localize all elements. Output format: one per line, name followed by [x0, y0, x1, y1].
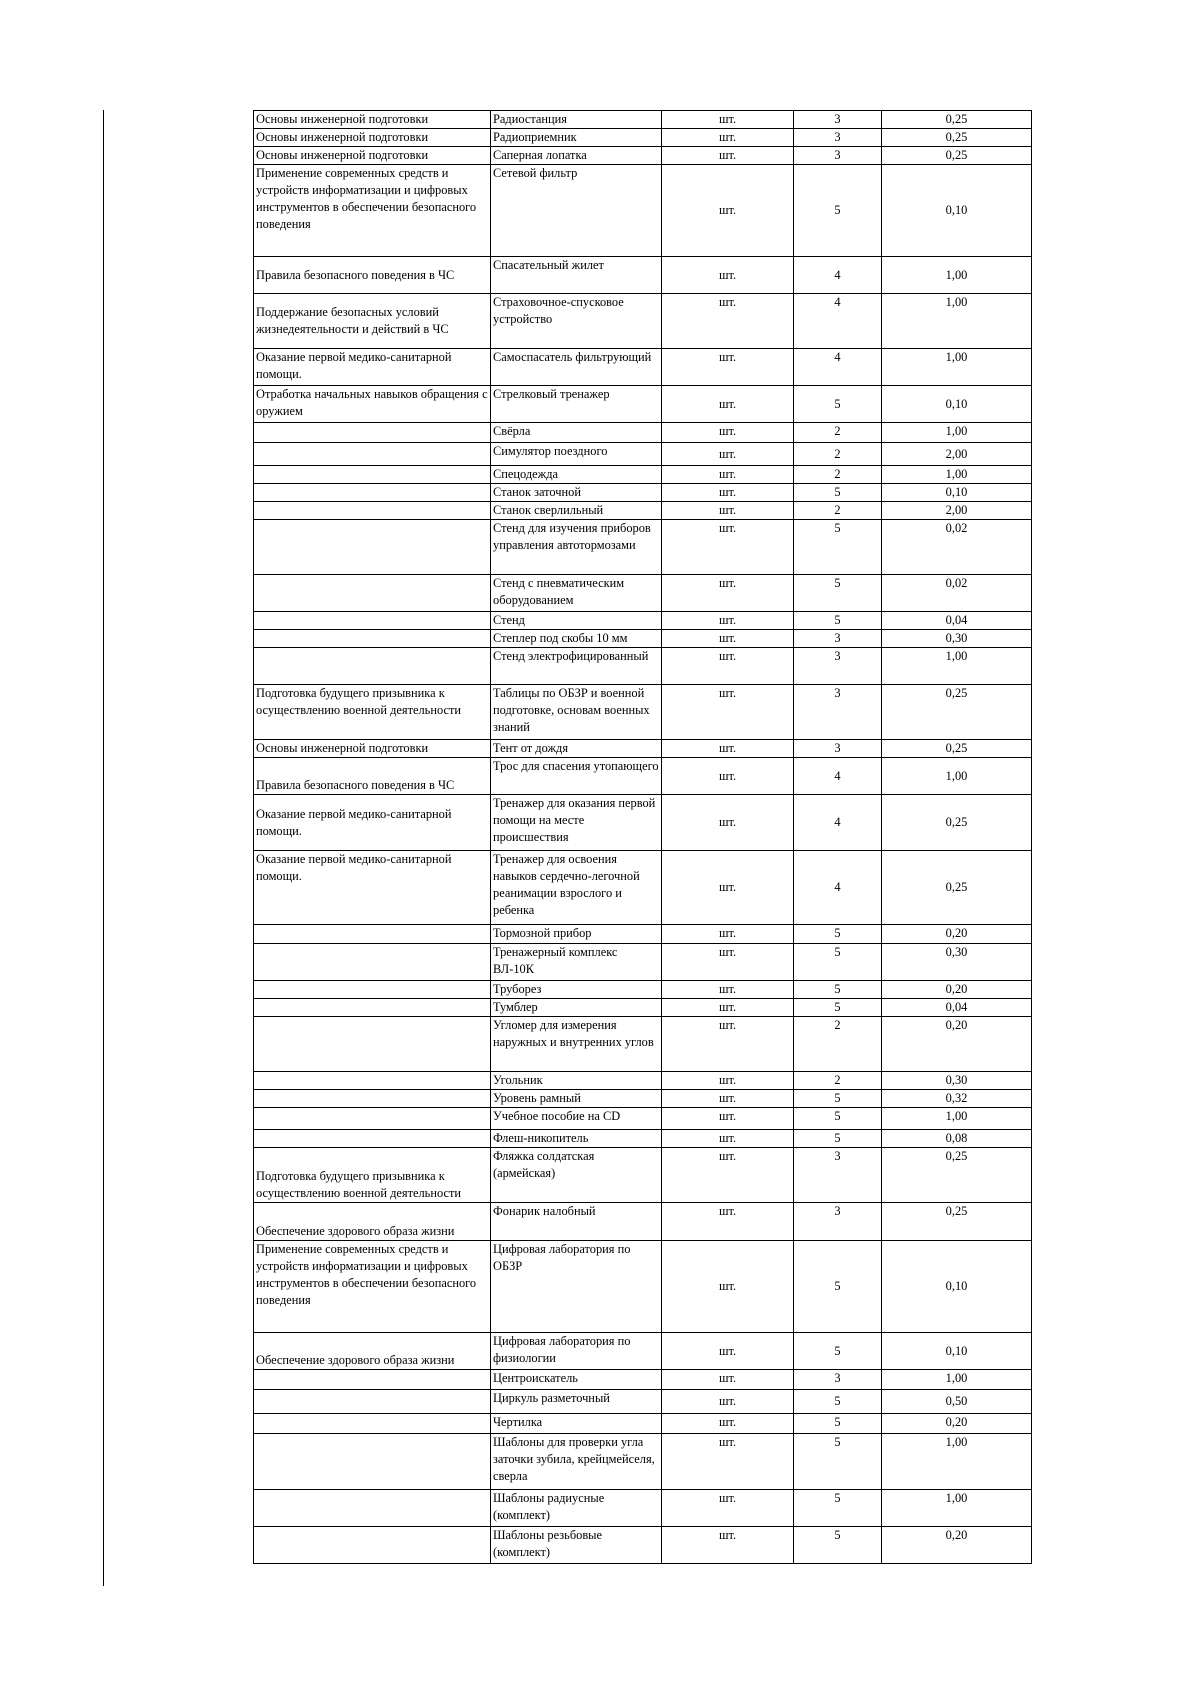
section-cell: Правила безопасного поведения в ЧС: [254, 758, 491, 795]
item-name-cell: Степлер под скобы 10 мм: [491, 630, 662, 648]
unit-cell: шт.: [662, 1370, 794, 1390]
item-name-cell: Трос для спасения утопающего: [491, 758, 662, 795]
left-margin-line: [103, 110, 104, 1586]
coefficient-cell: 0,25: [882, 111, 1032, 129]
table-row: [254, 648, 1032, 685]
coefficient-cell: 0,10: [882, 165, 1032, 257]
table-row: [254, 740, 1032, 758]
section-cell: [254, 999, 491, 1017]
table-row: [254, 165, 1032, 257]
quantity-cell: 2: [794, 466, 882, 484]
table-row: [254, 1390, 1032, 1414]
table-row: [254, 575, 1032, 612]
quantity-cell: 5: [794, 386, 882, 423]
unit-cell: шт.: [662, 1434, 794, 1490]
table-row: [254, 1017, 1032, 1072]
coefficient-cell: 1,00: [882, 294, 1032, 349]
coefficient-cell: 0,25: [882, 685, 1032, 740]
unit-cell: шт.: [662, 502, 794, 520]
table-row: [254, 1108, 1032, 1130]
coefficient-cell: 0,04: [882, 999, 1032, 1017]
item-name-cell: Тумблер: [491, 999, 662, 1017]
item-name-cell: Шаблоны радиусные (комплект): [491, 1490, 662, 1527]
item-name-cell: Стенд с пневматическим оборудованием: [491, 575, 662, 612]
equipment-table-body: [254, 111, 1032, 1564]
unit-cell: шт.: [662, 423, 794, 443]
item-name-cell: Свёрла: [491, 423, 662, 443]
quantity-cell: 2: [794, 1017, 882, 1072]
table-row: [254, 257, 1032, 294]
quantity-cell: 5: [794, 612, 882, 630]
section-cell: [254, 1490, 491, 1527]
item-name-cell: Радиоприемник: [491, 129, 662, 147]
equipment-table: [253, 110, 1032, 1564]
coefficient-cell: 0,25: [882, 795, 1032, 851]
section-cell: [254, 612, 491, 630]
quantity-cell: 5: [794, 925, 882, 944]
unit-cell: шт.: [662, 851, 794, 925]
table-row: [254, 944, 1032, 981]
table-row: [254, 466, 1032, 484]
unit-cell: шт.: [662, 1148, 794, 1203]
section-cell: [254, 1130, 491, 1148]
table-row: [254, 758, 1032, 795]
quantity-cell: 5: [794, 575, 882, 612]
table-row: [254, 999, 1032, 1017]
unit-cell: шт.: [662, 1017, 794, 1072]
table-row: [254, 1333, 1032, 1370]
item-name-cell: Тренажерный комплекс ВЛ-10К: [491, 944, 662, 981]
item-name-cell: Стенд для изучения приборов управления автотормозами: [491, 520, 662, 575]
coefficient-cell: 0,25: [882, 129, 1032, 147]
section-cell: Применение современных средств и устройств информатизации и цифровых инструментов в обеспечении безопасного поведения: [254, 1241, 491, 1333]
quantity-cell: 4: [794, 851, 882, 925]
quantity-cell: 5: [794, 1414, 882, 1434]
unit-cell: шт.: [662, 165, 794, 257]
table-row: [254, 1370, 1032, 1390]
coefficient-cell: 0,30: [882, 630, 1032, 648]
unit-cell: шт.: [662, 944, 794, 981]
coefficient-cell: 2,00: [882, 502, 1032, 520]
coefficient-cell: 0,10: [882, 1241, 1032, 1333]
table-row: [254, 423, 1032, 443]
section-cell: [254, 466, 491, 484]
unit-cell: шт.: [662, 129, 794, 147]
unit-cell: шт.: [662, 443, 794, 466]
item-name-cell: Фляжка солдатская (армейская): [491, 1148, 662, 1203]
item-name-cell: Труборез: [491, 981, 662, 999]
coefficient-cell: 1,00: [882, 1108, 1032, 1130]
section-cell: [254, 443, 491, 466]
item-name-cell: Станок заточной: [491, 484, 662, 502]
table-row: [254, 1090, 1032, 1108]
section-cell: Обеспечение здорового образа жизни: [254, 1333, 491, 1370]
coefficient-cell: 0,30: [882, 1072, 1032, 1090]
item-name-cell: Циркуль разметочный: [491, 1390, 662, 1414]
unit-cell: шт.: [662, 630, 794, 648]
coefficient-cell: 0,25: [882, 851, 1032, 925]
table-row: [254, 1414, 1032, 1434]
section-cell: [254, 1414, 491, 1434]
table-row: [254, 1241, 1032, 1333]
section-cell: [254, 1090, 491, 1108]
item-name-cell: Стенд: [491, 612, 662, 630]
coefficient-cell: 0,10: [882, 1333, 1032, 1370]
coefficient-cell: 1,00: [882, 1370, 1032, 1390]
table-row: [254, 386, 1032, 423]
item-name-cell: Стрелковый тренажер: [491, 386, 662, 423]
table-row: [254, 925, 1032, 944]
unit-cell: шт.: [662, 1490, 794, 1527]
quantity-cell: 5: [794, 1130, 882, 1148]
coefficient-cell: 0,30: [882, 944, 1032, 981]
quantity-cell: 3: [794, 630, 882, 648]
quantity-cell: 3: [794, 129, 882, 147]
item-name-cell: Симулятор поездного: [491, 443, 662, 466]
unit-cell: шт.: [662, 1090, 794, 1108]
quantity-cell: 3: [794, 740, 882, 758]
unit-cell: шт.: [662, 612, 794, 630]
item-name-cell: Радиостанция: [491, 111, 662, 129]
quantity-cell: 3: [794, 1370, 882, 1390]
section-cell: Основы инженерной подготовки: [254, 147, 491, 165]
unit-cell: шт.: [662, 1390, 794, 1414]
item-name-cell: Спасательный жилет: [491, 257, 662, 294]
item-name-cell: Шаблоны для проверки угла заточки зубила, крейцмейселя, сверла: [491, 1434, 662, 1490]
quantity-cell: 2: [794, 1072, 882, 1090]
unit-cell: шт.: [662, 386, 794, 423]
table-row: [254, 443, 1032, 466]
quantity-cell: 3: [794, 1203, 882, 1241]
unit-cell: шт.: [662, 1333, 794, 1370]
section-cell: Основы инженерной подготовки: [254, 740, 491, 758]
quantity-cell: 2: [794, 443, 882, 466]
unit-cell: шт.: [662, 1108, 794, 1130]
section-cell: Поддержание безопасных условий жизнедеятельности и действий в ЧС: [254, 294, 491, 349]
coefficient-cell: 0,10: [882, 484, 1032, 502]
section-cell: Оказание первой медико-санитарной помощи.: [254, 795, 491, 851]
quantity-cell: 5: [794, 1090, 882, 1108]
section-cell: [254, 520, 491, 575]
unit-cell: шт.: [662, 484, 794, 502]
section-cell: [254, 925, 491, 944]
unit-cell: шт.: [662, 795, 794, 851]
coefficient-cell: 1,00: [882, 349, 1032, 386]
unit-cell: шт.: [662, 257, 794, 294]
table-row: [254, 502, 1032, 520]
coefficient-cell: 1,00: [882, 758, 1032, 795]
item-name-cell: Станок сверлильный: [491, 502, 662, 520]
item-name-cell: Угольник: [491, 1072, 662, 1090]
coefficient-cell: 2,00: [882, 443, 1032, 466]
unit-cell: шт.: [662, 740, 794, 758]
section-cell: Применение современных средств и устройств информатизации и цифровых инструментов в обеспечении безопасного поведения: [254, 165, 491, 257]
coefficient-cell: 0,20: [882, 1017, 1032, 1072]
table-row: [254, 685, 1032, 740]
item-name-cell: Флеш-никопитель: [491, 1130, 662, 1148]
table-row: [254, 981, 1032, 999]
quantity-cell: 4: [794, 349, 882, 386]
item-name-cell: Фонарик налобный: [491, 1203, 662, 1241]
coefficient-cell: 0,10: [882, 386, 1032, 423]
quantity-cell: 5: [794, 520, 882, 575]
quantity-cell: 3: [794, 685, 882, 740]
coefficient-cell: 0,32: [882, 1090, 1032, 1108]
coefficient-cell: 0,04: [882, 612, 1032, 630]
section-cell: [254, 484, 491, 502]
section-cell: Основы инженерной подготовки: [254, 129, 491, 147]
quantity-cell: 3: [794, 648, 882, 685]
unit-cell: шт.: [662, 1527, 794, 1564]
item-name-cell: Учебное пособие на CD: [491, 1108, 662, 1130]
section-cell: Обеспечение здорового образа жизни: [254, 1203, 491, 1241]
item-name-cell: Тренажер для освоения навыков сердечно-легочной реанимации взрослого и ребенка: [491, 851, 662, 925]
unit-cell: шт.: [662, 999, 794, 1017]
item-name-cell: Тормозной прибор: [491, 925, 662, 944]
quantity-cell: 5: [794, 1390, 882, 1414]
section-cell: [254, 944, 491, 981]
coefficient-cell: 1,00: [882, 466, 1032, 484]
table-row: [254, 851, 1032, 925]
quantity-cell: 4: [794, 758, 882, 795]
section-cell: [254, 1017, 491, 1072]
section-cell: [254, 502, 491, 520]
unit-cell: шт.: [662, 147, 794, 165]
quantity-cell: 5: [794, 981, 882, 999]
quantity-cell: 5: [794, 999, 882, 1017]
table-row: [254, 1527, 1032, 1564]
quantity-cell: 5: [794, 1108, 882, 1130]
section-cell: [254, 1370, 491, 1390]
coefficient-cell: 0,02: [882, 520, 1032, 575]
quantity-cell: 5: [794, 1434, 882, 1490]
coefficient-cell: 0,50: [882, 1390, 1032, 1414]
coefficient-cell: 0,20: [882, 981, 1032, 999]
coefficient-cell: 1,00: [882, 423, 1032, 443]
quantity-cell: 5: [794, 1490, 882, 1527]
section-cell: Правила безопасного поведения в ЧС: [254, 257, 491, 294]
coefficient-cell: 1,00: [882, 1490, 1032, 1527]
quantity-cell: 2: [794, 423, 882, 443]
section-cell: [254, 1434, 491, 1490]
unit-cell: шт.: [662, 758, 794, 795]
unit-cell: шт.: [662, 1130, 794, 1148]
unit-cell: шт.: [662, 575, 794, 612]
section-cell: [254, 981, 491, 999]
unit-cell: шт.: [662, 520, 794, 575]
quantity-cell: 5: [794, 165, 882, 257]
table-row: [254, 520, 1032, 575]
quantity-cell: 5: [794, 1241, 882, 1333]
unit-cell: шт.: [662, 685, 794, 740]
section-cell: Оказание первой медико-санитарной помощи.: [254, 349, 491, 386]
coefficient-cell: 1,00: [882, 257, 1032, 294]
table-row: [254, 147, 1032, 165]
table-row: [254, 129, 1032, 147]
section-cell: Подготовка будущего призывника к осуществлению военной деятельности: [254, 685, 491, 740]
table-row: [254, 630, 1032, 648]
coefficient-cell: 0,02: [882, 575, 1032, 612]
unit-cell: шт.: [662, 648, 794, 685]
coefficient-cell: 0,20: [882, 925, 1032, 944]
quantity-cell: 5: [794, 484, 882, 502]
table-row: [254, 484, 1032, 502]
unit-cell: шт.: [662, 981, 794, 999]
coefficient-cell: 1,00: [882, 648, 1032, 685]
coefficient-cell: 0,08: [882, 1130, 1032, 1148]
section-cell: [254, 423, 491, 443]
quantity-cell: 5: [794, 944, 882, 981]
coefficient-cell: 0,25: [882, 147, 1032, 165]
table-row: [254, 1490, 1032, 1527]
item-name-cell: Тент от дождя: [491, 740, 662, 758]
quantity-cell: 4: [794, 294, 882, 349]
item-name-cell: Чертилка: [491, 1414, 662, 1434]
item-name-cell: Уровень рамный: [491, 1090, 662, 1108]
table-row: [254, 111, 1032, 129]
table-row: [254, 1203, 1032, 1241]
item-name-cell: Спецодежда: [491, 466, 662, 484]
quantity-cell: 4: [794, 795, 882, 851]
table-row: [254, 294, 1032, 349]
quantity-cell: 4: [794, 257, 882, 294]
section-cell: [254, 575, 491, 612]
coefficient-cell: 1,00: [882, 1434, 1032, 1490]
table-row: [254, 1148, 1032, 1203]
table-row: [254, 1434, 1032, 1490]
item-name-cell: Таблицы по ОБЗР и военной подготовке, основам военных знаний: [491, 685, 662, 740]
coefficient-cell: 0,25: [882, 1148, 1032, 1203]
coefficient-cell: 0,20: [882, 1527, 1032, 1564]
table-row: [254, 795, 1032, 851]
item-name-cell: Стенд электрофицированный: [491, 648, 662, 685]
section-cell: Оказание первой медико-санитарной помощи.: [254, 851, 491, 925]
table-row: [254, 1130, 1032, 1148]
unit-cell: шт.: [662, 1203, 794, 1241]
unit-cell: шт.: [662, 294, 794, 349]
coefficient-cell: 0,25: [882, 740, 1032, 758]
item-name-cell: Сетевой фильтр: [491, 165, 662, 257]
quantity-cell: 5: [794, 1527, 882, 1564]
section-cell: [254, 1527, 491, 1564]
quantity-cell: 3: [794, 147, 882, 165]
item-name-cell: Страховочное-спусковое устройство: [491, 294, 662, 349]
section-cell: [254, 1108, 491, 1130]
section-cell: [254, 1390, 491, 1414]
unit-cell: шт.: [662, 1241, 794, 1333]
coefficient-cell: 0,25: [882, 1203, 1032, 1241]
quantity-cell: 3: [794, 1148, 882, 1203]
item-name-cell: Шаблоны резьбовые (комплект): [491, 1527, 662, 1564]
item-name-cell: Саперная лопатка: [491, 147, 662, 165]
item-name-cell: Тренажер для оказания первой помощи на месте происшествия: [491, 795, 662, 851]
table-row: [254, 349, 1032, 386]
coefficient-cell: 0,20: [882, 1414, 1032, 1434]
item-name-cell: Угломер для измерения наружных и внутренних углов: [491, 1017, 662, 1072]
table-row: [254, 612, 1032, 630]
unit-cell: шт.: [662, 1414, 794, 1434]
quantity-cell: 5: [794, 1333, 882, 1370]
table-row: [254, 1072, 1032, 1090]
section-cell: [254, 648, 491, 685]
section-cell: Подготовка будущего призывника к осуществлению военной деятельности: [254, 1148, 491, 1203]
quantity-cell: 2: [794, 502, 882, 520]
unit-cell: шт.: [662, 1072, 794, 1090]
section-cell: [254, 630, 491, 648]
item-name-cell: Цифровая лаборатория по физиологии: [491, 1333, 662, 1370]
item-name-cell: Самоспасатель фильтрующий: [491, 349, 662, 386]
item-name-cell: Центроискатель: [491, 1370, 662, 1390]
unit-cell: шт.: [662, 925, 794, 944]
section-cell: [254, 1072, 491, 1090]
quantity-cell: 3: [794, 111, 882, 129]
item-name-cell: Цифровая лаборатория по ОБЗР: [491, 1241, 662, 1333]
section-cell: Отработка начальных навыков обращения с оружием: [254, 386, 491, 423]
unit-cell: шт.: [662, 349, 794, 386]
section-cell: Основы инженерной подготовки: [254, 111, 491, 129]
unit-cell: шт.: [662, 111, 794, 129]
unit-cell: шт.: [662, 466, 794, 484]
